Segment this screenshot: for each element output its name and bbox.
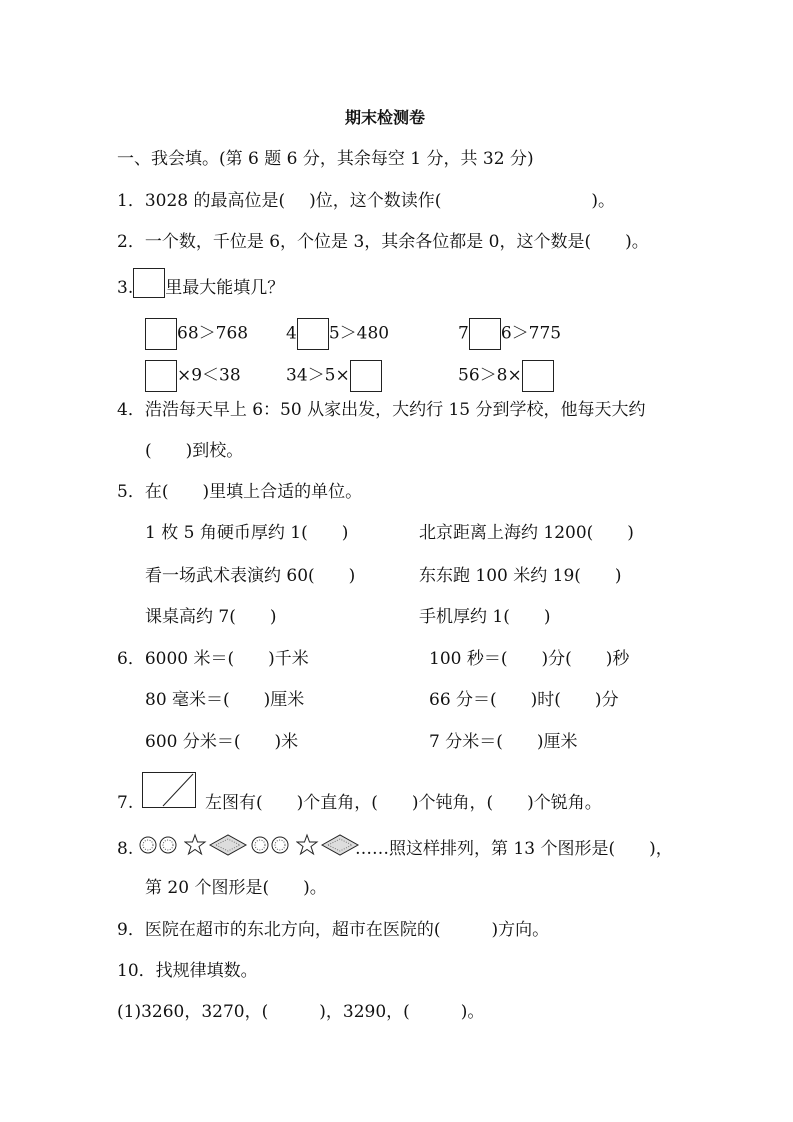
q3-item-text: 68＞768	[177, 323, 249, 344]
answer-box[interactable]	[145, 318, 177, 350]
star-icon	[296, 832, 320, 856]
q3-item-text: 7	[458, 323, 469, 344]
diamond-icon	[320, 832, 360, 856]
q5-item: 1 枚 5 角硬币厚约 1( )	[145, 523, 349, 543]
q3-item-5	[286, 360, 382, 392]
question-8: ……照这样排列，第 13 个图形是( )，	[355, 839, 673, 859]
q5-item: 东东跑 100 米约 19( )	[419, 566, 622, 586]
q6-item: 7 分米＝( )厘米	[429, 732, 578, 752]
question-3	[117, 277, 284, 299]
q1-part-a: 1．3028 的最高位是(	[117, 191, 286, 211]
answer-box[interactable]	[297, 318, 329, 350]
q3-item-text: 5＞480	[328, 323, 390, 344]
answer-box[interactable]	[133, 268, 165, 298]
answer-box[interactable]	[522, 360, 554, 392]
circle-icon	[250, 832, 272, 856]
circle-icon	[138, 832, 160, 856]
rectangle-figure	[142, 772, 196, 808]
q7-number: 7.	[117, 793, 134, 813]
question-2: 2．一个数，千位是 6，个位是 3，其余各位都是 0，这个数是( )。	[117, 232, 649, 252]
q6-item: 6．6000 米＝( )千米	[117, 649, 309, 669]
q6-item: 80 毫米＝( )厘米	[145, 690, 305, 710]
q6-item: 100 秒＝( )分( )秒	[429, 649, 630, 669]
q6-item: 600 分米＝( )米	[145, 732, 299, 752]
q5-item: 看一场武术表演约 60( )	[145, 566, 356, 586]
star-icon	[184, 832, 208, 856]
q3-item-text: 6＞775	[500, 323, 562, 344]
q5-item: 北京距离上海约 1200( )	[419, 523, 634, 543]
diagonal-line-figure	[143, 773, 195, 807]
q5-item: 课桌高约 7( )	[145, 607, 277, 627]
q3-number: 3.	[117, 278, 134, 298]
q3-item-4	[145, 360, 241, 392]
question-10-sub1: (1)3260，3270，( )，3290，( )。	[117, 1002, 485, 1022]
q3-item-2	[286, 318, 389, 350]
q3-item-text: 34＞5×	[286, 365, 350, 386]
answer-box[interactable]	[469, 318, 501, 350]
question-4-line2: ( )到校。	[145, 441, 244, 461]
question-7: 左图有( )个直角，( )个钝角，( )个锐角。	[205, 793, 602, 813]
q3-item-text: ×9＜38	[177, 365, 241, 386]
q8-number: 8.	[117, 839, 134, 859]
question-10-heading: 10．找规律填数。	[117, 961, 258, 981]
q3-prompt: 里最大能填几？	[165, 278, 285, 298]
answer-box[interactable]	[350, 360, 382, 392]
diamond-icon	[208, 832, 248, 856]
q3-item-6	[458, 360, 554, 392]
q3-item-3	[458, 318, 561, 350]
question-8-line2: 第 20 个图形是( )。	[145, 878, 327, 898]
question-4-line1: 4．浩浩每天早上 6：50 从家出发，大约行 15 分到学校，他每天大约	[117, 400, 646, 420]
page-title: 期末检测卷	[345, 108, 426, 127]
q5-item: 手机厚约 1( )	[419, 607, 551, 627]
circle-icon	[270, 832, 292, 856]
q6-item: 66 分＝( )时( )分	[429, 690, 619, 710]
section-heading: 一、我会填。(第 6 题 6 分，其余每空 1 分，共 32 分)	[117, 149, 534, 169]
answer-box[interactable]	[145, 360, 177, 392]
q1-part-b: )位，这个数读作(	[309, 191, 442, 211]
q3-item-text: 56＞8×	[458, 365, 522, 386]
question-1	[117, 190, 615, 212]
circle-icon	[158, 832, 180, 856]
q3-item-text: 4	[286, 323, 297, 344]
question-5-heading: 5．在( )里填上合适的单位。	[117, 482, 363, 502]
q3-item-1	[145, 318, 248, 350]
question-9: 9．医院在超市的东北方向，超市在医院的( )方向。	[117, 920, 550, 940]
q1-part-c: )。	[591, 191, 616, 211]
